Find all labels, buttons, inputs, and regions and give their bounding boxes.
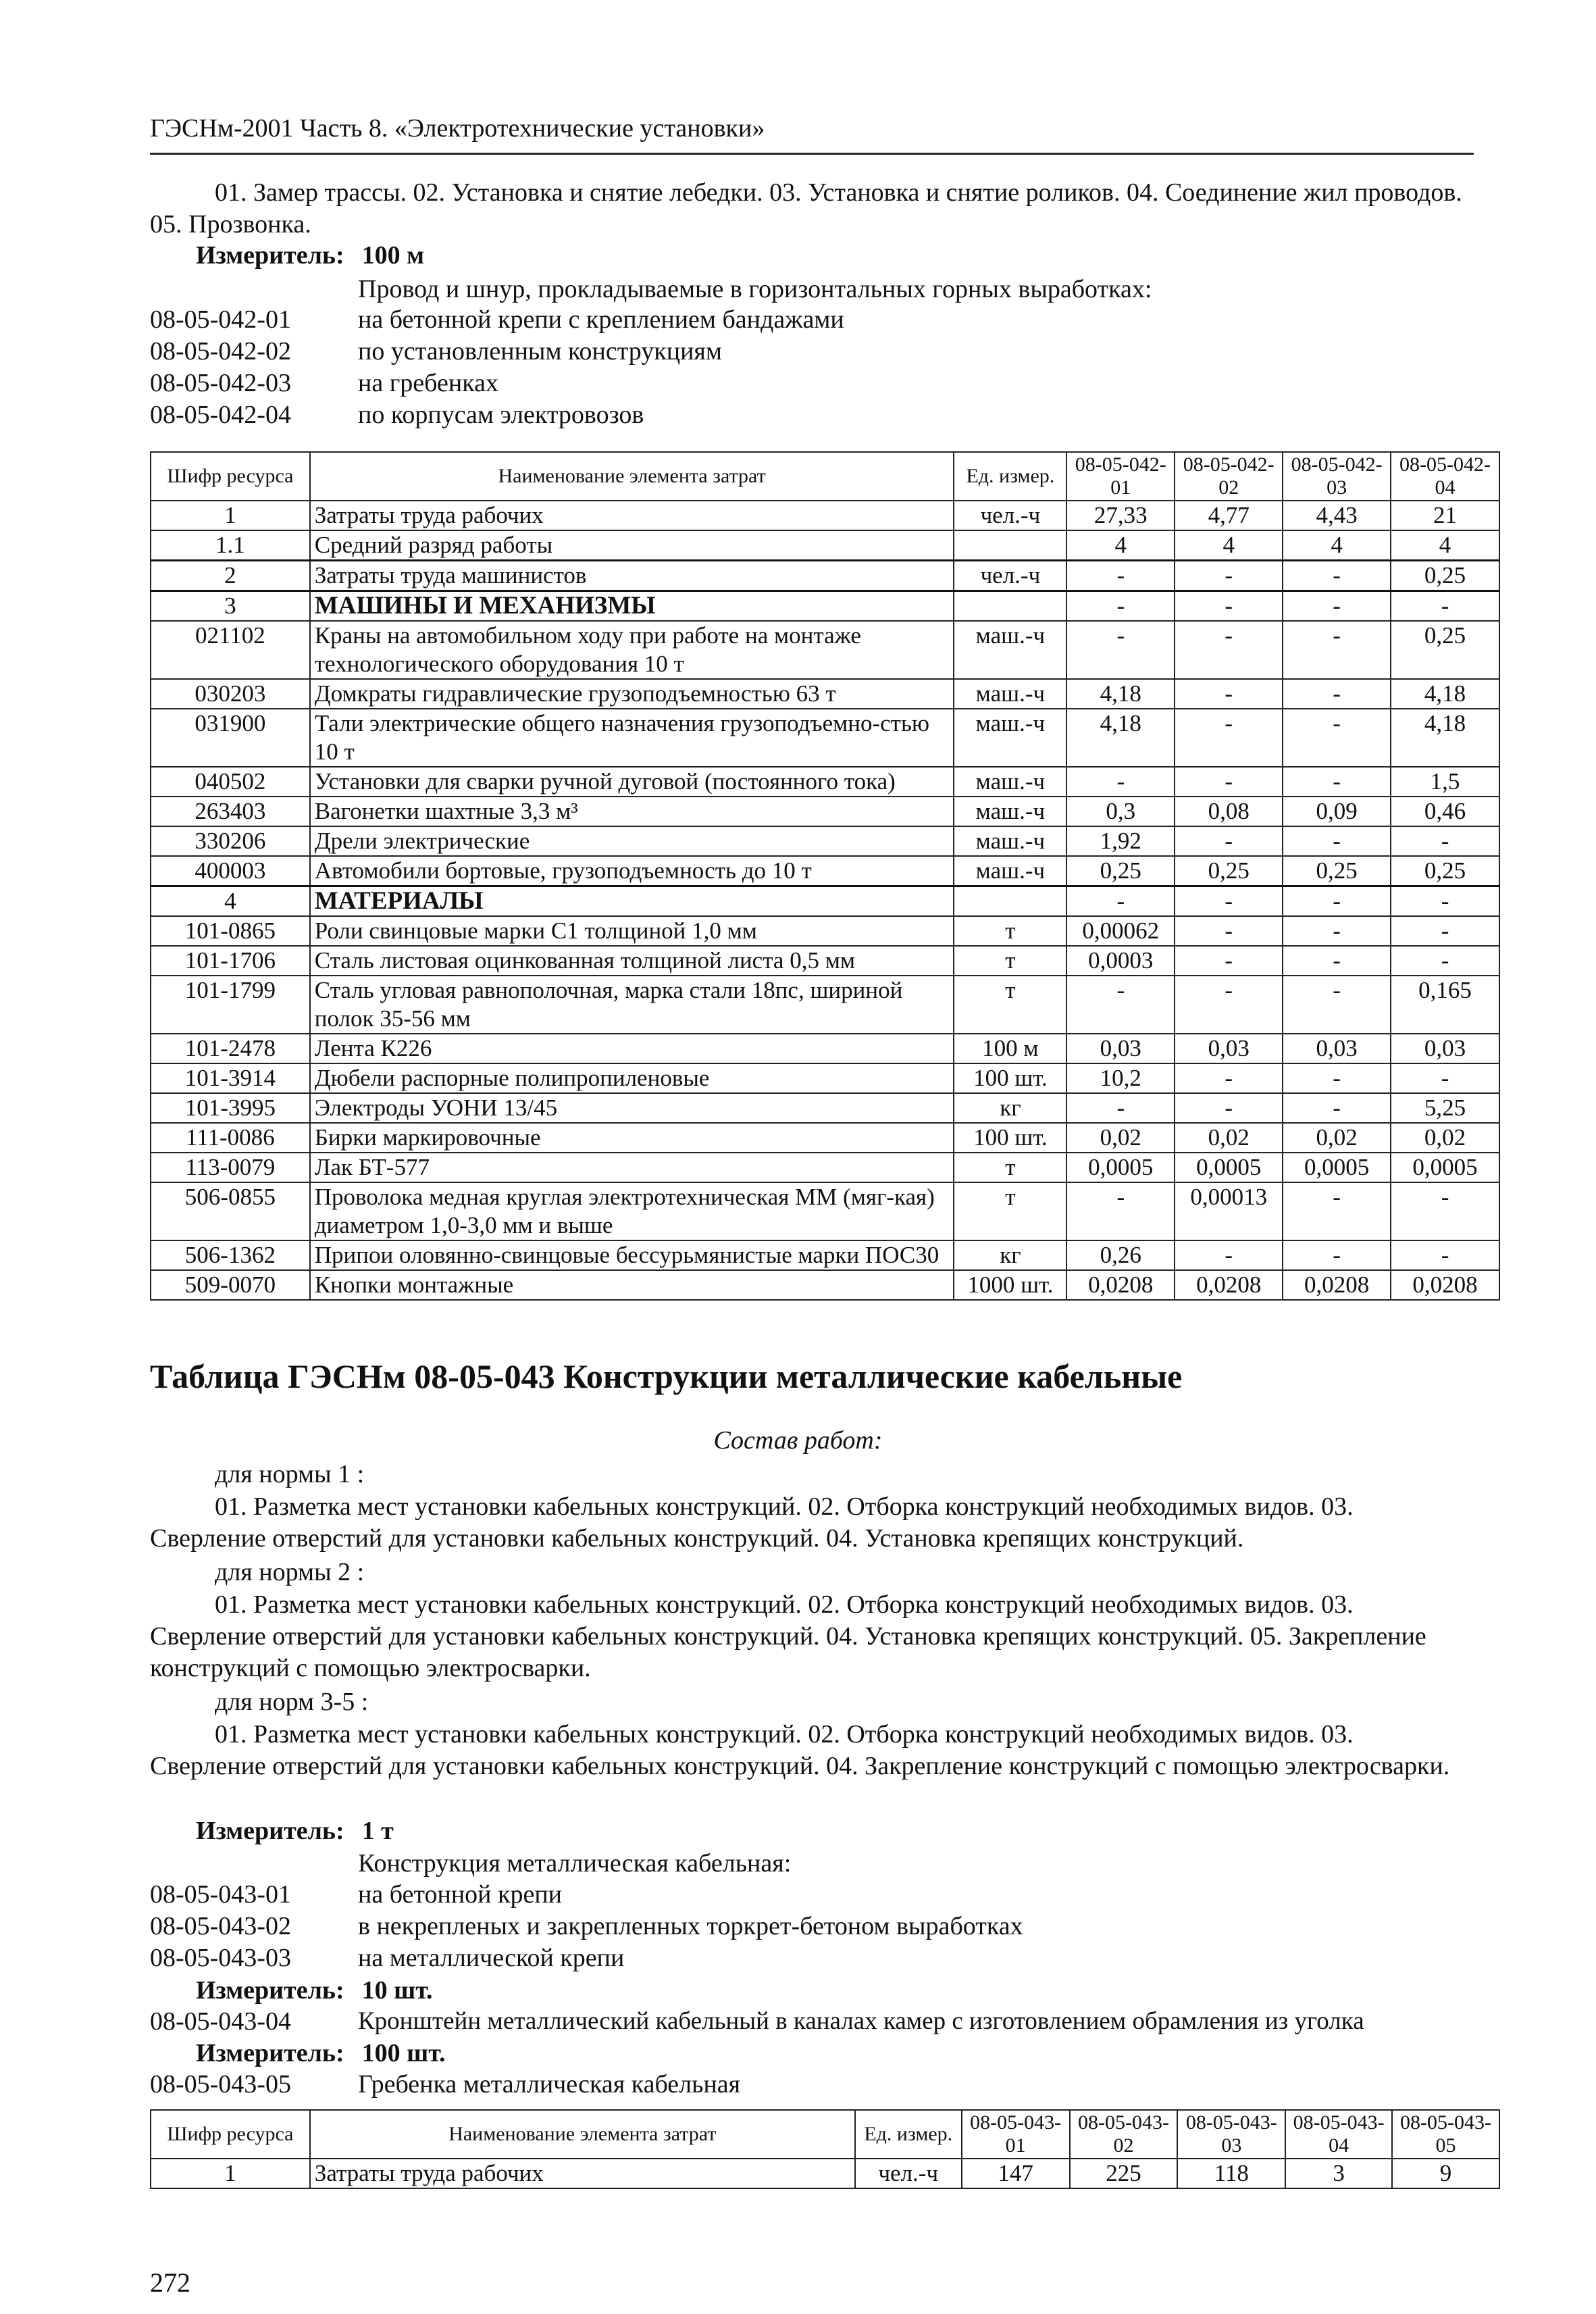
unit-cell: 100 шт. [954,1063,1066,1093]
header-norm-code: 08-05-042-01 [1066,452,1175,501]
resource-table-042 [150,451,1500,1301]
value-cell: - [1283,886,1391,917]
resource-code-cell: 330206 [151,826,310,856]
table-row [151,679,1499,709]
resource-table-043 [150,2109,1500,2189]
cost-element-cell: Домкраты гидравлические грузоподъемностью 63 т [310,679,954,709]
value-cell: 0,0208 [1391,1270,1499,1300]
resource-code-cell: 040502 [151,767,310,797]
cost-element-cell: Тали электрические общего назначения грузоподъемно-стью 10 т [310,709,954,767]
norm-code: 08-05-043-05 [150,2070,291,2098]
unit-cell: т [954,1153,1066,1182]
unit-cell: маш.-ч [954,767,1066,797]
value-cell: - [1283,1182,1391,1240]
header-cost-element: Наименование элемента затрат [310,452,954,501]
header-unit: Ед. измер. [954,452,1066,501]
unit-cell [954,591,1066,622]
resource-code-cell: 021102 [151,621,310,679]
cost-element-cell: Краны на автомобильном ходу при работе на монтаже технологического оборудования 10 т [310,621,954,679]
value-cell: 118 [1177,2159,1285,2188]
norm-label: для нормы 1 : [215,1460,365,1488]
norm-description: по установленным конструкциям [358,337,722,366]
norm-code-row [150,2069,1474,2101]
table-title: Таблица ГЭСНм 08-05-043 Конструкции металлические кабельные [150,1357,1183,1395]
table-row [151,1153,1499,1182]
value-cell: 4,18 [1391,679,1499,709]
norm-work-text: 01. Разметка мест установки кабельных конструкций. 02. Отборка конструкций необходимых видов. 03. Сверление отверстий для установки кабельных конструкций. 04. Закрепление конструкций с помощью электросварки. [150,1720,1450,1780]
value-cell: - [1175,1240,1283,1270]
value-cell: 0,02 [1066,1123,1175,1153]
norm-code-row [150,305,1474,336]
unit-cell: маш.-ч [954,797,1066,826]
resource-code-cell: 113-0079 [151,1153,310,1182]
norm-code: 08-05-042-02 [150,337,291,366]
unit-cell: 1000 шт. [954,1270,1066,1300]
value-cell: - [1283,1240,1391,1270]
unit-cell: кг [954,1093,1066,1123]
value-cell: 0,25 [1283,856,1391,886]
table-row [151,591,1499,622]
value-cell: - [1283,826,1391,856]
unit-cell: маш.-ч [954,826,1066,856]
header-resource-code: Шифр ресурса [151,452,310,501]
table-row [151,530,1499,561]
value-cell: - [1066,767,1175,797]
value-cell: 4 [1283,530,1391,561]
value-cell: - [1175,767,1283,797]
cost-element-cell: Вагонетки шахтные 3,3 м³ [310,797,954,826]
unit-cell: т [954,1182,1066,1240]
meter-line [196,1816,394,1846]
unit-cell: маш.-ч [954,621,1066,679]
norm-description: на гребенках [358,369,498,397]
value-cell: 0,25 [1175,856,1283,886]
value-cell: 0,08 [1175,797,1283,826]
value-cell: - [1283,1063,1391,1093]
norm-code-row [150,336,1474,368]
cost-element-cell: Бирки маркировочные [310,1123,954,1153]
value-cell: - [1175,679,1283,709]
header-cost-element: Наименование элемента затрат [310,2110,855,2159]
value-cell: 0,00013 [1175,1182,1283,1240]
unit-cell: чел.-ч [954,561,1066,591]
resource-code-cell: 506-1362 [151,1240,310,1270]
table-row [151,1063,1499,1093]
table-row [151,976,1499,1034]
cost-element-cell: МАТЕРИАЛЫ [310,886,954,917]
norm-description: по корпусам электровозов [358,401,644,429]
value-cell: 0,0003 [1066,946,1175,976]
norm-code-row [150,1880,1474,1911]
value-cell: 3 [1285,2159,1392,2188]
value-cell: 0,46 [1391,797,1499,826]
meter-value: 100 м [361,241,425,270]
resource-code-cell: 030203 [151,679,310,709]
value-cell: - [1391,1063,1499,1093]
value-cell: 4 [1175,530,1283,561]
value-cell: 0,25 [1391,561,1499,591]
resource-code-cell: 101-3995 [151,1093,310,1123]
table-row [151,916,1499,946]
header-resource-code: Шифр ресурса [151,2110,310,2159]
resource-code-cell: 101-1706 [151,946,310,976]
value-cell: - [1283,946,1391,976]
header-norm-code: 08-05-043-05 [1392,2110,1499,2159]
norm-code: 08-05-042-04 [150,401,291,429]
value-cell: 0,0208 [1175,1270,1283,1300]
value-cell: 4 [1066,530,1175,561]
value-cell: - [1283,591,1391,622]
resource-code-cell: 263403 [151,797,310,826]
resource-code-cell: 031900 [151,709,310,767]
cost-element-cell: Установки для сварки ручной дуговой (постоянного тока) [310,767,954,797]
norm-description: в некрепленых и закрепленных торкрет-бетоном выработках [358,1912,1023,1940]
table-row [151,709,1499,767]
value-cell: - [1175,826,1283,856]
value-cell: - [1283,916,1391,946]
resource-code-cell: 1 [151,2159,310,2188]
cost-element-cell: Затраты труда рабочих [310,501,954,530]
cost-element-cell: Кнопки монтажные [310,1270,954,1300]
norm-description: Кронштейн металлический кабельный в каналах камер с изготовлением обрамления из уголка [358,2007,1364,2035]
value-cell: - [1175,561,1283,591]
norm-code: 08-05-043-01 [150,1880,291,1909]
resource-code-cell: 111-0086 [151,1123,310,1153]
value-cell: 0,03 [1175,1034,1283,1063]
value-cell: 0,0005 [1391,1153,1499,1182]
value-cell: 4,77 [1175,501,1283,530]
norm-code-row [150,1943,1474,1975]
value-cell: - [1391,946,1499,976]
cost-element-cell: Проволока медная круглая электротехническая ММ (мяг-кая) диаметром 1,0-3,0 мм и выше [310,1182,954,1240]
cost-element-cell: Затраты труда машинистов [310,561,954,591]
value-cell: 0,02 [1283,1123,1391,1153]
meter-line [196,241,424,270]
resource-code-cell: 509-0070 [151,1270,310,1300]
page-header: ГЭСНм-2001 Часть 8. «Электротехнические установки» [150,114,1474,155]
value-cell: 0,26 [1066,1240,1175,1270]
table-row [151,1123,1499,1153]
cost-element-cell: Автомобили бортовые, грузоподъемность до 10 т [310,856,954,886]
resource-code-cell: 1.1 [151,530,310,561]
table-row [151,946,1499,976]
norm-description: на бетонной крепи с креплением бандажами [358,305,844,334]
value-cell: - [1175,591,1283,622]
unit-cell: чел.-ч [954,501,1066,530]
cost-element-cell: Роли свинцовые марки С1 толщиной 1,0 мм [310,916,954,946]
value-cell: 147 [962,2159,1070,2188]
unit-cell: маш.-ч [954,709,1066,767]
norm-description: на металлической крепи [358,1944,625,1972]
value-cell: - [1175,946,1283,976]
table-row [151,1270,1499,1300]
norm-code-row [150,368,1474,400]
value-cell: 4 [1391,530,1499,561]
value-cell: - [1066,976,1175,1034]
header-norm-code: 08-05-043-02 [1070,2110,1178,2159]
value-cell: 21 [1391,501,1499,530]
cost-element-cell: Лента К226 [310,1034,954,1063]
resource-code-cell: 1 [151,501,310,530]
value-cell: - [1175,1063,1283,1093]
norm-code: 08-05-042-01 [150,305,291,334]
value-cell: - [1391,916,1499,946]
cost-element-cell: Дюбели распорные полипропиленовые [310,1063,954,1093]
table-row [151,1093,1499,1123]
norm-work-text: 01. Разметка мест установки кабельных конструкций. 02. Отборка конструкций необходимых видов. 03. Сверление отверстий для установки кабельных конструкций. 04. Установка крепящих конструкций. [150,1492,1354,1553]
unit-cell: чел.-ч [855,2159,962,2188]
work-composition-text: 01. Замер трассы. 02. Установка и снятие лебедки. 03. Установка и снятие роликов. 04. Соединение жил проводов. 05. Прозвонка. [150,178,1462,238]
resource-code-cell: 506-0855 [151,1182,310,1240]
value-cell: - [1175,709,1283,767]
value-cell: 4,18 [1066,709,1175,767]
norm-code: 08-05-043-04 [150,2007,291,2036]
value-cell: 4,43 [1283,501,1391,530]
norm-code-row [150,2007,1474,2038]
value-cell: 0,25 [1066,856,1175,886]
meter-label: Измеритель: [196,1976,344,2005]
meter-value: 1 т [361,1817,394,1845]
value-cell: 0,25 [1391,621,1499,679]
table-row [151,2159,1499,2188]
meter-label: Измеритель: [196,2039,344,2067]
table-row [151,856,1499,886]
value-cell: 0,0005 [1066,1153,1175,1182]
unit-cell: 100 м [954,1034,1066,1063]
norm-code: 08-05-042-03 [150,369,291,397]
value-cell: 1,5 [1391,767,1499,797]
value-cell: 0,02 [1391,1123,1499,1153]
meter-value: 100 шт. [361,2039,446,2067]
value-cell: - [1283,561,1391,591]
unit-cell [954,886,1066,917]
table-row [151,767,1499,797]
resource-code-cell: 101-3914 [151,1063,310,1093]
work-composition-heading: Состав работ: [713,1426,883,1455]
value-cell: - [1283,679,1391,709]
norm-description: Гребенка металлическая кабельная [358,2070,741,2098]
value-cell: 9 [1392,2159,1499,2188]
page-number: 272 [150,2267,190,2298]
header-norm-code: 08-05-043-03 [1177,2110,1285,2159]
norm-code: 08-05-043-03 [150,1944,291,1972]
header-norm-code: 08-05-042-03 [1283,452,1391,501]
meter-line [196,2038,446,2068]
norm-code-row [150,400,1474,432]
value-cell: 0,03 [1066,1034,1175,1063]
value-cell: - [1391,1182,1499,1240]
cost-element-cell: Средний разряд работы [310,530,954,561]
value-cell: - [1283,1093,1391,1123]
value-cell: 0,0005 [1283,1153,1391,1182]
cost-element-cell: Электроды УОНИ 13/45 [310,1093,954,1123]
cost-element-cell: Затраты труда рабочих [310,2159,855,2188]
header-norm-code: 08-05-042-02 [1175,452,1283,501]
resource-code-cell: 101-1799 [151,976,310,1034]
table-row [151,501,1499,530]
value-cell: - [1066,591,1175,622]
value-cell: - [1283,621,1391,679]
unit-cell: маш.-ч [954,679,1066,709]
value-cell: 0,0208 [1066,1270,1175,1300]
meter-label: Измеритель: [196,1817,344,1845]
value-cell: 0,03 [1283,1034,1391,1063]
norms-intro: Конструкция металлическая кабельная: [358,1849,792,1878]
value-cell: - [1175,621,1283,679]
norm-work-text: 01. Разметка мест установки кабельных конструкций. 02. Отборка конструкций необходимых видов. 03. Сверление отверстий для установки кабельных конструкций. 04. Установка крепящих конструкций. 05. Закрепление конструкций с помощью электросварки. [150,1590,1426,1682]
table-row [151,1034,1499,1063]
value-cell: - [1175,916,1283,946]
cost-element-cell: МАШИНЫ И МЕХАНИЗМЫ [310,591,954,622]
value-cell: 5,25 [1391,1093,1499,1123]
value-cell: - [1391,886,1499,917]
table-row [151,621,1499,679]
value-cell: - [1066,1182,1175,1240]
value-cell: 225 [1070,2159,1178,2188]
unit-cell: т [954,916,1066,946]
value-cell: - [1066,621,1175,679]
header-norm-code: 08-05-043-01 [962,2110,1070,2159]
value-cell: 0,0208 [1283,1270,1391,1300]
value-cell: 0,09 [1283,797,1391,826]
value-cell: - [1175,1093,1283,1123]
value-cell: - [1066,1093,1175,1123]
value-cell: 0,0005 [1175,1153,1283,1182]
value-cell: 10,2 [1066,1063,1175,1093]
norm-code-row [150,1911,1474,1943]
value-cell: - [1175,886,1283,917]
value-cell: 1,92 [1066,826,1175,856]
resource-code-cell: 3 [151,591,310,622]
value-cell: - [1283,767,1391,797]
header-norm-code: 08-05-043-04 [1285,2110,1392,2159]
value-cell: 0,02 [1175,1123,1283,1153]
table-row [151,1182,1499,1240]
value-cell: - [1066,561,1175,591]
meter-line [196,1976,433,2005]
value-cell: 4,18 [1391,709,1499,767]
norm-code: 08-05-043-02 [150,1912,291,1940]
unit-cell: кг [954,1240,1066,1270]
resource-code-cell: 101-0865 [151,916,310,946]
unit-cell: т [954,976,1066,1034]
value-cell: 0,3 [1066,797,1175,826]
value-cell: 0,00062 [1066,916,1175,946]
header-unit: Ед. измер. [855,2110,962,2159]
meter-value: 10 шт. [361,1976,433,2005]
table-row [151,561,1499,591]
header-norm-code: 08-05-042-04 [1391,452,1499,501]
value-cell: 4,18 [1066,679,1175,709]
norm-label: для норм 3-5 : [215,1688,369,1716]
value-cell: - [1391,1240,1499,1270]
cost-element-cell: Сталь угловая равнополочная, марка стали 18пс, шириной полок 35-56 мм [310,976,954,1034]
table-row [151,797,1499,826]
cost-element-cell: Лак БТ-577 [310,1153,954,1182]
unit-cell: 100 шт. [954,1123,1066,1153]
resource-code-cell: 400003 [151,856,310,886]
norms-intro: Провод и шнур, прокладываемые в горизонтальных горных выработках: [358,275,1152,303]
resource-code-cell: 101-2478 [151,1034,310,1063]
table-row [151,1240,1499,1270]
cost-element-cell: Дрели электрические [310,826,954,856]
value-cell: 0,165 [1391,976,1499,1034]
value-cell: - [1283,976,1391,1034]
resource-code-cell: 4 [151,886,310,917]
unit-cell [954,530,1066,561]
resource-code-cell: 2 [151,561,310,591]
value-cell: - [1391,826,1499,856]
norm-description: на бетонной крепи [358,1880,563,1909]
value-cell: - [1066,886,1175,917]
value-cell: 0,03 [1391,1034,1499,1063]
value-cell: - [1283,709,1391,767]
unit-cell: т [954,946,1066,976]
value-cell: - [1391,591,1499,622]
cost-element-cell: Сталь листовая оцинкованная толщиной листа 0,5 мм [310,946,954,976]
norm-label: для нормы 2 : [215,1558,365,1586]
table-row [151,886,1499,917]
table-row [151,826,1499,856]
value-cell: 27,33 [1066,501,1175,530]
value-cell: 0,25 [1391,856,1499,886]
cost-element-cell: Припои оловянно-свинцовые бессурьмянистые марки ПОС30 [310,1240,954,1270]
unit-cell: маш.-ч [954,856,1066,886]
value-cell: - [1175,976,1283,1034]
meter-label: Измеритель: [196,241,344,270]
